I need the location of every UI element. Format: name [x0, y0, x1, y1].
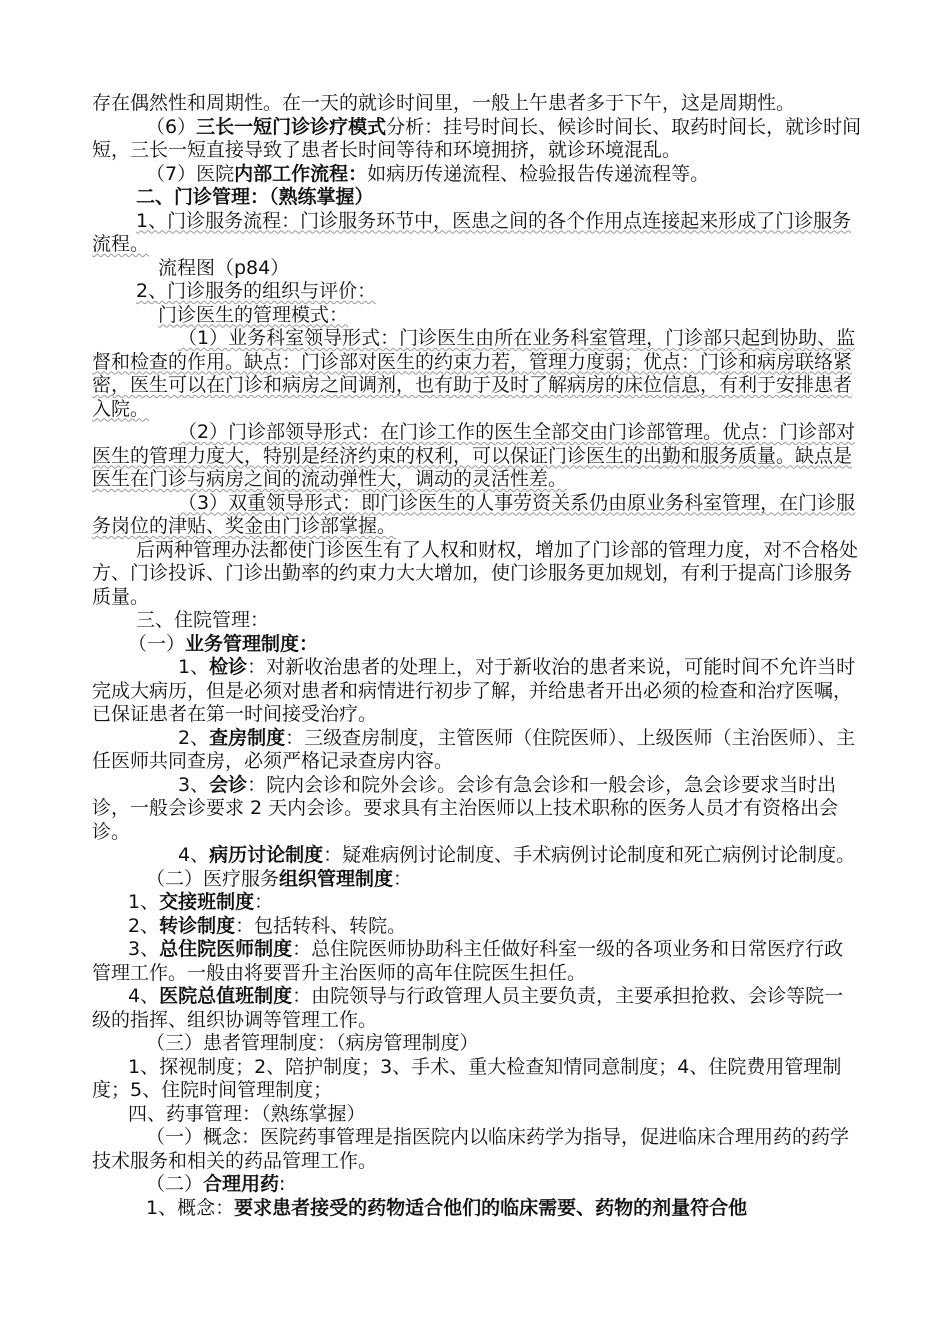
paragraph: （7）医院内部工作流程：如病历传递流程、检验报告传递流程等。 — [146, 162, 710, 185]
paragraph: （2）门诊部领导形式：在门诊工作的医生全部交由门诊部管理。优点：门诊部对医生的管理力度大，特别是经济约束的权利，可以保证门诊医生的出勤和服务质量。缺点是医生在门诊与病房之间的流动弹性大，调动的灵活性差。 — [92, 421, 856, 490]
paragraph: 2、转诊制度：包括转科、转院。 — [128, 914, 407, 937]
paragraph: （6）三长一短门诊诊疗模式分析：挂号时间长、候诊时间长、取药时间长，就诊时间短，三长一短直接导致了患者长时间等待和环境拥挤，就诊环境混乱。 — [92, 115, 862, 161]
paragraph: 3、会诊：院内会诊和院外会诊。会诊有急会诊和一般会诊，急会诊要求当时出诊，一般会诊要求 2 天内会诊。要求具有主治医师以上技术职称的医务人员才有资格出会诊。 — [92, 773, 839, 843]
subheading: （三）患者管理制度：（病房管理制度） — [146, 1032, 479, 1054]
paragraph: 1、检诊：对新收治患者的处理上，对于新收治的患者来说，可能时间不允许当时完成大病历，但是必须对患者和病情进行初步了解，并给患者开出必须的检查和治疗医嘱，已保证患者在第一时间接受治疗。 — [92, 656, 856, 725]
paragraph: 3、总住院医师制度：总住院医师协助科主任做好科室一级的各项业务和日常医疗行政管理工作。一般由将要晋升主治医师的高年住院医生担任。 — [92, 938, 844, 984]
paragraph: 1、概念：要求患者接受的药物适合他们的临床需要、药物的剂量符合他 — [146, 1196, 748, 1219]
paragraph: 1、门诊服务流程：门诊服务环节中，医患之间的各个作用点连接起来形成了门诊服务流程。 — [92, 209, 852, 255]
paragraph: 2、查房制度：三级查房制度，主管医师（住院医师）、上级医师（主治医师）、主任医师共同查房，必须严格记录查房内容。 — [92, 726, 856, 772]
bold-term: 要求患者接受的药物适合他们的临床需要、药物的剂量符合他 — [234, 1196, 748, 1219]
subheading: （二）合理用药: — [146, 1173, 286, 1195]
paragraph: （3）双重领导形式：即门诊医生的人事劳资关系仍由原业务科室管理，在门诊服务岗位的津贴、奖金由门诊部掌握。 — [92, 491, 856, 537]
paragraph: （一）概念：医院药事管理是指医院内以临床药学为指导，促进临床合理用药的药学技术服务和相关的药品管理工作。 — [92, 1126, 850, 1172]
paragraph: 后两种管理办法都使门诊医生有了人权和财权，增加了门诊部的管理力度，对不合格处方、门诊投诉、门诊出勤率的约束力大大增加，使门诊服务更加规划，有利于提高门诊服务质量。 — [92, 538, 859, 608]
subheading: （二）医疗服务组织管理制度： — [146, 867, 413, 890]
paragraph: 4、医院总值班制度：由院领导与行政管理人员主要负责，主要承担抢救、会诊等院一级的指挥、组织协调等管理工作。 — [92, 985, 844, 1031]
bold-term: 查房制度 — [209, 726, 286, 749]
paragraph: （1）业务科室领导形式：门诊医生由所在业务科室管理，门诊部只起到协助、监督和检查的作用。缺点：门诊部对医生的约束力若，管理力度弱；优点：门诊和病房联络紧密，医生可以在门诊和病房之间调剂，也有助于及时了解病房的床位信息，有利于安排患者入院。 — [92, 327, 856, 420]
bold-term: 交接班制度 — [159, 891, 255, 913]
bold-term: 三长一短门诊诊疗模式 — [196, 115, 387, 138]
bold-term: 转诊制度 — [159, 914, 236, 937]
bold-term: 医院总值班制度 — [159, 985, 293, 1007]
paragraph: 2、门诊服务的组织与评价： — [136, 280, 377, 302]
section-heading: 二、门诊管理：（熟练掌握） — [136, 186, 374, 208]
bold-term: 检诊 — [209, 656, 248, 678]
document-body — [92, 92, 862, 1220]
paragraph: 1、探视制度；2、陪护制度；3、手术、重大检查知情同意制度；4、住院费用管理制度；5、住院时间管理制度； — [92, 1055, 842, 1101]
section-heading: 三、住院管理： — [136, 609, 270, 631]
paragraph: 4、病历讨论制度：疑难病例讨论制度、手术病例讨论制度和死亡病例讨论制度。 — [178, 844, 856, 866]
bold-term: 总住院医师制度 — [159, 938, 293, 960]
figure-reference: 流程图（p84） — [158, 256, 290, 279]
paragraph: 存在偶然性和周期性。在一天的就诊时间里，一般上午患者多于下午，这是周期性。 — [92, 92, 796, 114]
subheading: 门诊医生的管理模式： — [158, 303, 349, 326]
paragraph: 1、交接班制度： — [128, 891, 274, 913]
section-heading: 四、药事管理：（熟练掌握） — [128, 1102, 366, 1125]
subheading: （一）业务管理制度： — [128, 632, 319, 655]
bold-term: 会诊 — [209, 773, 248, 796]
bold-term: 内部工作流程： — [234, 162, 368, 185]
bold-term: 病历讨论制度 — [209, 844, 324, 866]
